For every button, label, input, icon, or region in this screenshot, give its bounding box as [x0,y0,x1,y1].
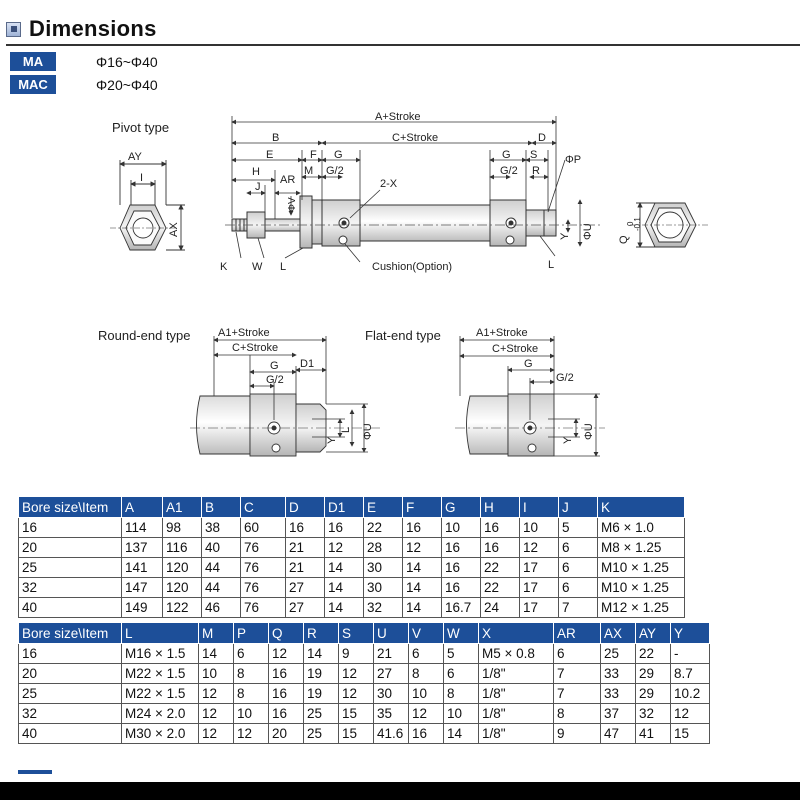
table-cell: 22 [481,558,520,578]
label-r: R [532,165,540,177]
table-cell: 14 [444,724,479,744]
column-header: A [122,497,163,518]
label-ar: AR [280,174,296,186]
table-cell: 40 [202,538,241,558]
table-cell: 8 [234,664,269,684]
table-cell: 8 [409,664,444,684]
label-cushion: Cushion(Option) [372,261,453,273]
table-cell: 14 [403,598,442,618]
table-cell: 12 [234,724,269,744]
label-i: I [140,172,144,184]
table-cell: 47 [601,724,636,744]
table-cell: 6 [559,578,598,598]
column-header: E [364,497,403,518]
table-cell: 76 [241,538,286,558]
label-g2-rear: G/2 [500,165,518,177]
label-e: E [266,149,274,161]
table-cell: 14 [304,644,339,664]
table-header-row [19,497,685,518]
table-cell: 29 [636,664,671,684]
table-cell: 12 [199,684,234,704]
label-l-round: L [340,426,352,433]
label-y-round: Y [326,436,338,444]
table-cell: 137 [122,538,163,558]
column-header: U [374,623,409,644]
column-header: Y [671,623,710,644]
table-cell: - [671,644,710,664]
table-cell: 1/8" [479,684,554,704]
barrel [360,205,490,241]
label-phi-u-flat: ΦU [583,423,595,440]
table-cell: 116 [163,538,202,558]
table-row [19,704,710,724]
table-cell: 12 [339,664,374,684]
table-cell: 6 [559,558,598,578]
table-cell: 1/8" [479,664,554,684]
table-cell: 10 [409,684,444,704]
table-cell: 14 [325,578,364,598]
table-cell: 41.6 [374,724,409,744]
table-row [19,538,685,558]
label-g-flat: G [524,358,533,370]
table-cell: 120 [163,578,202,598]
table-cell: 25 [601,644,636,664]
model-range: Φ16~Φ40 [96,53,158,70]
table-cell: 22 [481,578,520,598]
table-cell: 120 [163,558,202,578]
table-cell: 16 [442,578,481,598]
table-cell: M16 × 1.5 [122,644,199,664]
table-cell: 17 [520,598,559,618]
table-cell: 12 [671,704,710,724]
column-header: D1 [325,497,364,518]
table-row [19,644,710,664]
label-f: F [310,149,317,161]
table-cell: 16 [442,558,481,578]
pivot-eye [526,210,556,236]
table-cell: 14 [403,558,442,578]
column-header: B [202,497,241,518]
label-w: W [252,261,263,273]
table-cell: 32 [19,578,122,598]
column-header: Bore size\Item [19,623,122,644]
table-cell: 12 [199,724,234,744]
label-y: Y [559,232,571,240]
table-cell: 30 [364,578,403,598]
label-a1-stroke-round: A1+Stroke [218,327,270,339]
label-a1-stroke-flat: A1+Stroke [476,327,528,339]
table-cell: 9 [339,644,374,664]
label-d1: D1 [300,358,315,370]
table-cell: 16 [481,518,520,538]
table-cell: 16 [481,538,520,558]
column-header: J [559,497,598,518]
label-l: L [280,261,287,273]
label-b: B [272,132,280,144]
table-cell: 22 [364,518,403,538]
table-cell: 19 [304,684,339,704]
table-cell: 21 [286,538,325,558]
label-2x: 2-X [380,178,398,190]
table-cell: 12 [403,538,442,558]
column-header: G [442,497,481,518]
label-g2-round: G/2 [266,374,284,386]
page-title: Dimensions [29,16,157,41]
table-cell: 32 [636,704,671,724]
label-phi-u-round: ΦU [362,423,374,440]
table-cell: 25 [19,684,122,704]
table-cell: 8 [554,704,601,724]
table-cell: 16 [286,518,325,538]
column-header: Bore size\Item [19,497,122,518]
label-phi-v: ΦV [287,197,298,212]
label-phi-u: ΦU [582,223,594,240]
table-cell: 10.2 [671,684,710,704]
round-end-cylinder [197,394,327,456]
table-cell: 14 [325,598,364,618]
table-row [19,598,685,618]
column-header: AR [554,623,601,644]
table-cell: 21 [286,558,325,578]
table-cell: 40 [19,598,122,618]
table-cell: 12 [325,538,364,558]
table-cell: 30 [374,684,409,704]
table-cell: 60 [241,518,286,538]
table-cell: 76 [241,578,286,598]
table-cell: 12 [409,704,444,724]
label-phi-p: ΦP [565,154,582,166]
table-cell: 16 [19,518,122,538]
label-a-stroke: A+Stroke [375,111,421,123]
table-cell: 25 [304,724,339,744]
table-cell: M5 × 0.8 [479,644,554,664]
table-cell: 27 [286,578,325,598]
column-header: W [444,623,479,644]
table-cell: 15 [339,704,374,724]
table-cell: 20 [269,724,304,744]
pivot-type-label: Pivot type [112,120,170,135]
table-cell: 122 [163,598,202,618]
table-cell: 16.7 [442,598,481,618]
table-cell: M24 × 2.0 [122,704,199,724]
label-h: H [252,166,260,178]
table-cell: 28 [364,538,403,558]
table-cell: 38 [202,518,241,538]
table-cell: 6 [559,538,598,558]
column-header: D [286,497,325,518]
table-cell: 15 [339,724,374,744]
dimension-table-2 [18,622,710,744]
column-header: Q [269,623,304,644]
column-header: F [403,497,442,518]
table-cell: 12 [199,704,234,724]
table-cell: 6 [234,644,269,664]
table-cell: 27 [374,664,409,684]
column-header: H [481,497,520,518]
table-cell: 8 [234,684,269,704]
table-cell: 20 [19,538,122,558]
label-y-flat: Y [562,436,574,444]
table-cell: 17 [520,578,559,598]
table-cell: M8 × 1.25 [598,538,685,558]
table-cell: 16 [403,518,442,538]
mount-nut [300,196,312,248]
table-cell: 15 [671,724,710,744]
table-cell: M30 × 2.0 [122,724,199,744]
table-cell: 14 [199,644,234,664]
table-cell: 24 [481,598,520,618]
table-cell: 21 [374,644,409,664]
section-header [6,14,157,44]
label-s: S [530,149,538,161]
title-divider [6,44,800,46]
table-cell: 37 [601,704,636,724]
section-square-icon [6,22,21,37]
table-row [19,578,685,598]
table-cell: 10 [444,704,479,724]
table-cell: M22 × 1.5 [122,684,199,704]
table-cell: 46 [202,598,241,618]
table-cell: 8 [444,684,479,704]
table-cell: 76 [241,558,286,578]
label-c-stroke: C+Stroke [392,132,439,144]
table-cell: 12 [269,644,304,664]
table-cell: 32 [364,598,403,618]
bottom-bar [0,782,800,800]
label-l-rear: L [548,259,555,271]
table-cell: 147 [122,578,163,598]
table-cell: 8.7 [671,664,710,684]
table-cell: 19 [304,664,339,684]
column-header: AY [636,623,671,644]
table-cell: 40 [19,724,122,744]
table-cell: 16 [325,518,364,538]
table-row [19,724,710,744]
label-g-rear: G [502,149,511,161]
table-cell: 27 [286,598,325,618]
pivot-cylinder [232,196,556,248]
table-row [19,664,710,684]
table-cell: 6 [554,644,601,664]
column-header: I [520,497,559,518]
model-tag: MAC [10,75,56,94]
label-c-stroke-flat: C+Stroke [492,343,539,355]
table-cell: 5 [559,518,598,538]
column-header: P [234,623,269,644]
table-cell: 16 [269,684,304,704]
table-cell: 10 [199,664,234,684]
table-cell: 44 [202,578,241,598]
table-cell: 12 [520,538,559,558]
round-end-label: Round-end type [98,328,191,343]
table-cell: 1/8" [479,724,554,744]
rear-end-view [630,203,710,247]
table-cell: M10 × 1.25 [598,578,685,598]
table-cell: M6 × 1.0 [598,518,685,538]
column-header: L [122,623,199,644]
label-g-round: G [270,360,279,372]
column-header: M [199,623,234,644]
table-cell: 10 [442,518,481,538]
label-c-stroke-round: C+Stroke [232,342,279,354]
column-header: S [339,623,374,644]
label-g2-flat: G/2 [556,372,574,384]
column-header: V [409,623,444,644]
column-header: R [304,623,339,644]
label-tol-0: 0 [626,221,635,226]
column-header: AX [601,623,636,644]
column-header: C [241,497,286,518]
table-cell: 7 [554,684,601,704]
model-tag: MA [10,52,56,71]
table-cell: 7 [559,598,598,618]
table-cell: 114 [122,518,163,538]
table-cell: 5 [444,644,479,664]
table-cell: 10 [234,704,269,724]
label-q: Q [618,235,630,244]
table-cell: 149 [122,598,163,618]
column-header: X [479,623,554,644]
table-row [19,558,685,578]
table-cell: 141 [122,558,163,578]
table-cell: M22 × 1.5 [122,664,199,684]
label-j: J [255,181,261,193]
table-cell: 6 [444,664,479,684]
table-cell: 32 [19,704,122,724]
table-cell: 33 [601,664,636,684]
table-cell: 16 [19,644,122,664]
table-cell: 7 [554,664,601,684]
label-g2: G/2 [326,165,344,177]
accent-bar [18,770,52,774]
table-cell: 16 [269,704,304,724]
table-cell: 33 [601,684,636,704]
label-ay: AY [128,151,142,163]
model-row-ma [10,51,158,72]
table-cell: 12 [339,684,374,704]
table-cell: 20 [19,664,122,684]
table-cell: 25 [19,558,122,578]
table-cell: 76 [241,598,286,618]
table-cell: 14 [403,578,442,598]
table-cell: 10 [520,518,559,538]
flat-end-label: Flat-end type [365,328,441,343]
table-cell: 16 [442,538,481,558]
table-cell: M12 × 1.25 [598,598,685,618]
label-k: K [220,261,228,273]
table-cell: 30 [364,558,403,578]
table-cell: 35 [374,704,409,724]
label-tol: -0.1 [633,217,642,231]
table-cell: 41 [636,724,671,744]
model-row-mac [10,74,158,95]
table-cell: 1/8" [479,704,554,724]
table-cell: 6 [409,644,444,664]
table-cell: M10 × 1.25 [598,558,685,578]
column-header: A1 [163,497,202,518]
model-range: Φ20~Φ40 [96,76,158,93]
column-header: K [598,497,685,518]
table-row [19,518,685,538]
table-cell: 9 [554,724,601,744]
table-cell: 16 [409,724,444,744]
dimension-table-1 [18,496,685,618]
table-cell: 29 [636,684,671,704]
table-cell: 25 [304,704,339,724]
table-cell: 17 [520,558,559,578]
table-cell: 22 [636,644,671,664]
table-row [19,684,710,704]
table-header-row [19,623,710,644]
label-d: D [538,132,546,144]
label-g: G [334,149,343,161]
table-cell: 44 [202,558,241,578]
table-cell: 98 [163,518,202,538]
table-cell: 14 [325,558,364,578]
label-ax: AX [168,222,180,237]
dimension-drawing [0,100,800,490]
label-m: M [304,165,314,177]
flat-end-cylinder [467,394,555,456]
table-cell: 16 [269,664,304,684]
